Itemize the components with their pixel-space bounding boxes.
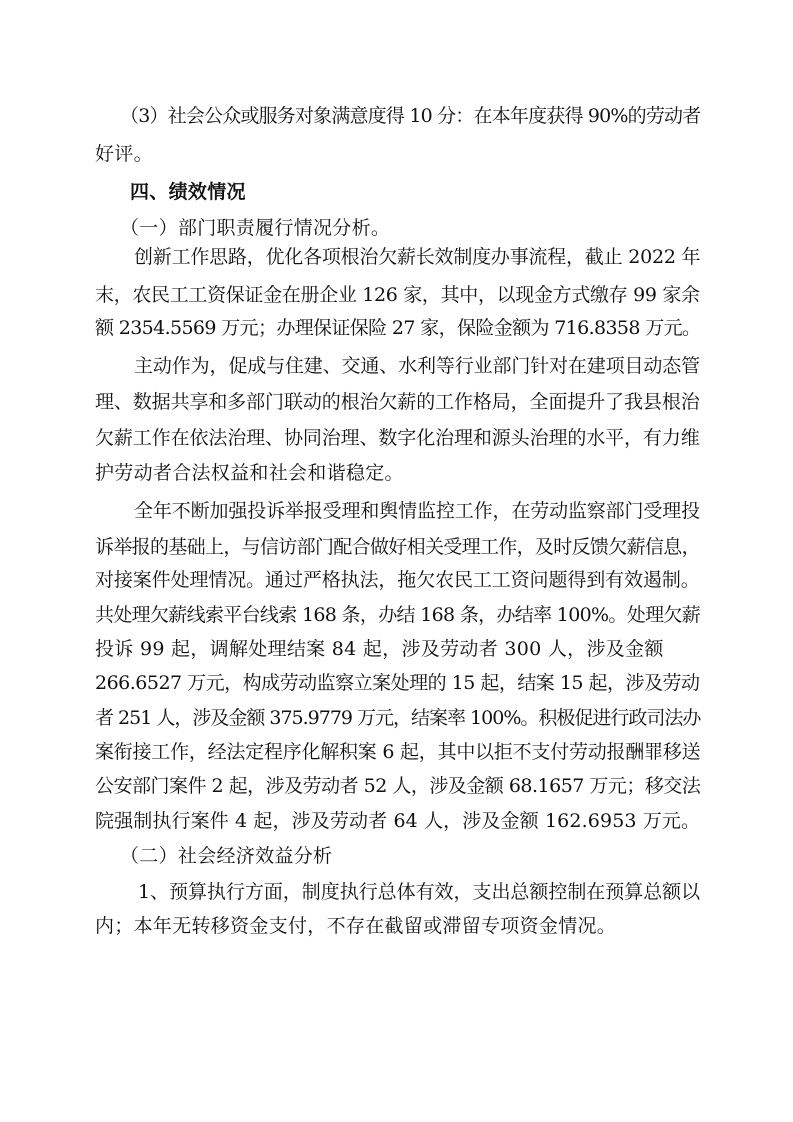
subsection-2-title: （二）社会经济效益分析 xyxy=(120,845,333,867)
paragraph-3-line-2: 诉举报的基础上，与信访部门配合做好相关受理工作，及时反馈欠薪信息， xyxy=(95,536,700,558)
paragraph-3-line-4: 共处理欠薪线索平台线索 168 条，办结 168 条，办结率 100%。处理欠薪 xyxy=(95,604,701,626)
satisfaction-line-2: 好评。 xyxy=(95,143,153,165)
paragraph-2-line-1: 主动作为，促成与住建、交通、水利等行业部门针对在建项目动态管 xyxy=(134,355,701,377)
paragraph-3-line-3: 对接案件处理情况。通过严格执法，拖欠农民工工资问题得到有效遏制。 xyxy=(95,569,700,591)
paragraph-4-line-1: 1、预算执行方面，制度执行总体有效，支出总额控制在预算总额以 xyxy=(138,881,701,903)
paragraph-1-line-3: 额 2354.5569 万元；办理保证保险 27 家，保险金额为 716.8358 万元。 xyxy=(95,317,701,339)
paragraph-3-line-7: 者 251 人，涉及金额 375.9779 万元，结案率 100%。积极促进行政司法办 xyxy=(95,707,701,729)
satisfaction-line-1: （3）社会公众或服务对象满意度得 10 分：在本年度获得 90%的劳动者 xyxy=(120,105,701,127)
paragraph-2-line-3: 欠薪工作在依法治理、协同治理、数字化治理和源头治理的水平，有力维 xyxy=(95,427,700,449)
paragraph-3-line-1: 全年不断加强投诉举报受理和舆情监控工作，在劳动监察部门受理投 xyxy=(134,500,701,522)
paragraph-2-line-4: 护劳动者合法权益和社会和谐稳定。 xyxy=(95,462,404,484)
paragraph-3-line-9: 公安部门案件 2 起，涉及劳动者 52 人，涉及金额 68.1657 万元；移交法 xyxy=(95,775,701,797)
subsection-1-title: （一）部门职责履行情况分析。 xyxy=(120,217,391,239)
paragraph-3-line-6: 266.6527 万元，构成劳动监察立案处理的 15 起，结案 15 起，涉及劳动 xyxy=(95,672,700,694)
section-4-heading: 四、绩效情况 xyxy=(130,181,246,203)
paragraph-3-line-10: 院强制执行案件 4 起，涉及劳动者 64 人，涉及金额 162.6953 万元。 xyxy=(95,810,701,832)
paragraph-1-line-1: 创新工作思路，优化各项根治欠薪长效制度办事流程，截止 2022 年 xyxy=(134,246,701,268)
paragraph-2-line-2: 理、数据共享和多部门联动的根治欠薪的工作格局，全面提升了我县根治 xyxy=(95,391,700,413)
paragraph-1-line-2: 末，农民工工资保证金在册企业 126 家，其中，以现金方式缴存 99 家余 xyxy=(95,284,700,306)
paragraph-3-line-5: 投诉 99 起，调解处理结案 84 起，涉及劳动者 300 人，涉及金额 xyxy=(95,638,664,660)
paragraph-3-line-8: 案衔接工作，经法定程序化解积案 6 起，其中以拒不支付劳动报酬罪移送 xyxy=(95,741,701,763)
paragraph-4-line-2: 内；本年无转移资金支付，不存在截留或滞留专项资金情况。 xyxy=(95,915,617,937)
